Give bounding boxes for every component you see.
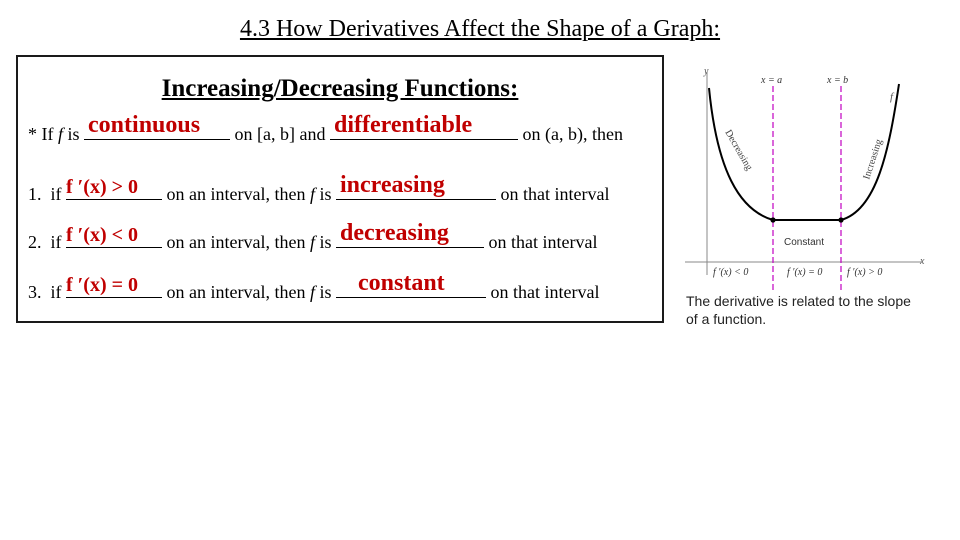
deriv-neg-label: f ′(x) < 0 <box>713 267 749 278</box>
item-2-answer-blank <box>336 220 484 248</box>
x-a-label: x = a <box>761 75 783 86</box>
graph-caption: The derivative is related to the slope of a function. <box>686 293 911 327</box>
f-label: f <box>890 91 894 103</box>
item-3-answer: constant <box>358 270 445 296</box>
rule-suffix: on (a, b), then <box>518 124 623 144</box>
item-3-if: if <box>50 282 62 302</box>
derivative-graph <box>677 60 937 330</box>
item-2-blank <box>66 224 162 248</box>
item-2-condition: f ′(x) < 0 <box>66 224 139 246</box>
item-3 <box>28 270 600 303</box>
blank-continuous <box>84 112 230 140</box>
blank-differentiable <box>330 112 518 140</box>
item-2-f: f <box>309 232 315 252</box>
box-heading: Increasing/Decreasing Functions: <box>161 75 519 102</box>
item-1-answer-blank <box>336 172 496 200</box>
item-1-middle: on an interval, then <box>166 184 306 204</box>
y-axis-label: y <box>704 66 709 77</box>
item-3-answer-blank <box>336 270 486 298</box>
item-2 <box>28 220 598 253</box>
item-2-is: is <box>319 232 332 252</box>
rule-is: is <box>63 124 85 144</box>
item-3-middle: on an interval, then <box>166 282 306 302</box>
slide-title: 4.3 How Derivatives Affect the Shape of a Graph: <box>239 16 721 42</box>
fill-differentiable: differentiable <box>334 112 473 138</box>
point-a <box>770 217 775 222</box>
item-3-num: 3. <box>28 282 42 302</box>
item-1-condition: f ′(x) > 0 <box>66 176 139 198</box>
constant-label: Constant <box>784 237 825 248</box>
item-1-if: if <box>50 184 62 204</box>
item-3-is: is <box>319 282 332 302</box>
fill-continuous: continuous <box>88 112 201 138</box>
rule-mid: on [a, b] and <box>230 124 330 144</box>
item-2-if: if <box>50 232 62 252</box>
rule-prefix: * If <box>28 124 58 144</box>
item-2-answer: decreasing <box>340 220 449 246</box>
rule-line <box>28 112 623 145</box>
increasing-label: Increasing <box>861 137 885 181</box>
item-1-answer: increasing <box>340 172 445 198</box>
definition-box <box>16 55 664 323</box>
item-1 <box>28 172 610 205</box>
rule-f: f <box>58 124 64 144</box>
item-1-f: f <box>309 184 315 204</box>
item-1-num: 1. <box>28 184 42 204</box>
item-2-middle: on an interval, then <box>166 232 306 252</box>
x-axis-label: x <box>920 256 925 267</box>
item-1-end: on that interval <box>500 184 610 204</box>
item-3-end: on that interval <box>490 282 600 302</box>
deriv-zero-label: f ′(x) = 0 <box>787 267 823 278</box>
point-b <box>838 217 843 222</box>
deriv-pos-label: f ′(x) > 0 <box>847 267 883 278</box>
item-3-f: f <box>309 282 315 302</box>
item-2-num: 2. <box>28 232 42 252</box>
x-b-label: x = b <box>827 75 849 86</box>
decreasing-label: Decreasing <box>722 128 755 173</box>
item-3-condition: f ′(x) = 0 <box>66 274 139 296</box>
item-1-is: is <box>319 184 332 204</box>
item-2-end: on that interval <box>488 232 598 252</box>
item-1-blank <box>66 176 162 200</box>
item-3-blank <box>66 274 162 298</box>
